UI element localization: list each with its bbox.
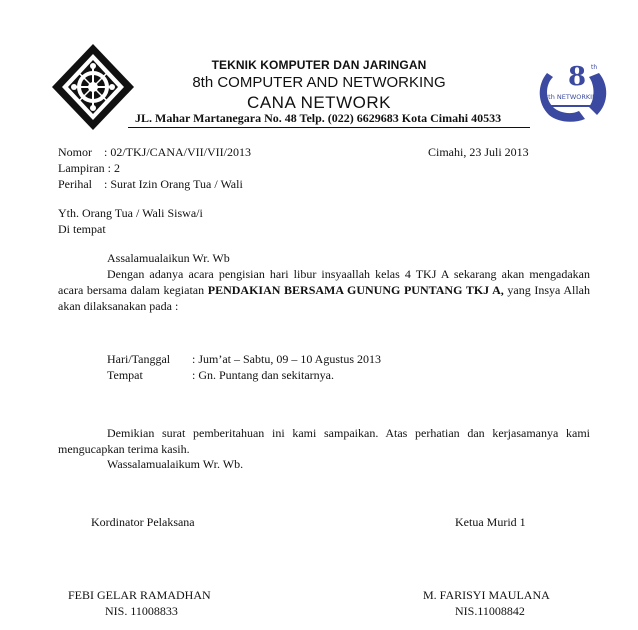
detail-label-place: Tempat [107, 368, 143, 382]
perihal-value: : Surat Izin Orang Tua / Wali [104, 177, 243, 191]
recipient-line-2: Di tempat [58, 222, 106, 236]
signatory-right-title: Ketua Murid 1 [455, 515, 526, 529]
org-address: JL. Mahar Martanegara No. 48 Telp. (022) 6629683 Kota Cimahi 40533 [135, 111, 502, 125]
org-name: CANA NETWORK [247, 93, 391, 112]
opening-paragraph-lead: Dengan adanya acara pengisian hari libur insyaallah kelas 4 TKJ A sekarang akan mengadakan acara bersama dalam kegiatan [58, 267, 590, 297]
greeting: Assalamualaikun Wr. Wb [107, 251, 230, 265]
letterhead-divider [128, 127, 530, 128]
nomor-value: : 02/TKJ/CANA/VII/VII/2013 [104, 145, 251, 159]
recipient-line-1: Yth. Orang Tua / Wali Siswa/i [58, 206, 203, 220]
signatory-right-nis: NIS.11008842 [455, 604, 525, 618]
signatory-left-name: FEBI GELAR RAMADHAN [68, 588, 211, 602]
detail-value-place: : Gn. Puntang dan sekitarnya. [192, 368, 334, 382]
nomor-label: Nomor [58, 145, 92, 159]
lampiran: Lampiran : 2 [58, 161, 120, 175]
org-subtitle: 8th COMPUTER AND NETWORKING [192, 74, 446, 91]
detail-value-date: : Jum’at – Sabtu, 09 – 10 Agustus 2013 [192, 352, 382, 366]
letter-date: Cimahi, 23 Juli 2013 [428, 145, 529, 159]
perihal-label: Perihal [58, 177, 92, 191]
class-logo-text: 8th NETWORKING [544, 93, 602, 101]
farewell: Wassalamualaikum Wr. Wb. [107, 457, 244, 471]
signatory-left-nis: NIS. 11008833 [105, 604, 178, 618]
svg-text:th: th [591, 64, 598, 71]
signatory-left-title: Kordinator Pelaksana [91, 515, 195, 529]
closing-paragraph: Demikian surat pemberitahuan ini kami sampaikan. Atas perhatian dan kerjasamanya kami mengucapkan terima kasih. [58, 426, 590, 456]
detail-label-date: Hari/Tanggal [107, 352, 171, 366]
opening-paragraph [58, 266, 590, 314]
opening-paragraph-tail: yang Insya Allah akan dilaksanakan pada : [58, 283, 590, 313]
signatory-right-name: M. FARISYI MAULANA [423, 588, 550, 602]
dept-name: TEKNIK KOMPUTER DAN JARINGAN [211, 58, 427, 72]
svg-text:8: 8 [567, 62, 587, 92]
event-name: PENDAKIAN BERSAMA GUNUNG PUNTANG TKJ A, [207, 283, 504, 297]
